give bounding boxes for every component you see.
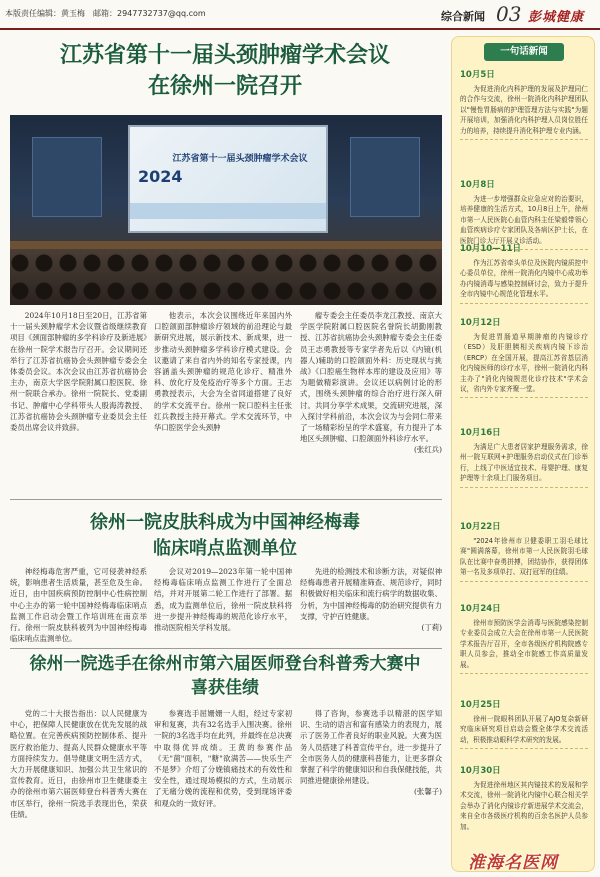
article2-text-1: 神经梅毒危害严重，它可侵袭神经系统，影响患者生活质量，甚至危及生命。近日，由中国疾病预防控制中心性病控制中心主办的第一轮中国神经梅毒临床哨点监测工作启动会暨工作培训班在南京举行。徐州一院皮肤科被列为中国神经梅毒临床哨点监测单位。 <box>10 567 147 644</box>
news-date: 10月8日 <box>460 180 495 190</box>
news-separator <box>460 303 588 304</box>
news-date: 10月30日 <box>460 766 501 776</box>
article2-column-3 <box>300 566 442 644</box>
article2-column-1 <box>10 566 147 644</box>
news-item <box>460 243 588 300</box>
side-screen-left <box>32 137 102 217</box>
news-date: 10月24日 <box>460 604 501 614</box>
screen-banner <box>130 203 326 219</box>
news-item <box>460 317 588 394</box>
article1-text-3: 瘤专委会主任委员李龙江教授、南京大学医学院附属口腔医院名誉院长胡勤刚教授、江苏省抗癌协会头颈肿瘤专委会主任委员王志勇教授等专家学者先后以《内镜(机器人)辅助的口腔颌面外科：历史现状与挑战》《口腔癌生物样本库的建设及应用》等为题做精彩演讲。会议还以病例讨论的形式，围绕头颈肿瘤的综合治疗进行深入研讨。共同分享学术成果，交流研究进展，深入探讨学科前沿，本次会议为与会同仁带来了一场精彩纷呈的学术盛宴，有力提升了本地区头颈肿瘤、口腔颌面外科诊疗水平。 <box>300 311 442 444</box>
section-name: 综合新闻 <box>441 10 485 23</box>
sidebar-heading: 一句话新闻 <box>484 43 564 61</box>
news-date: 10月5日 <box>460 70 495 80</box>
news-item <box>460 521 588 578</box>
article1-signature: (张红兵) <box>414 445 442 455</box>
article2-text-2: 会议对2019—2023年第一轮中国神经梅毒临床哨点监测工作进行了全面总结，并对开展第二轮工作进行了部署。据悉，成为监测单位后，徐州一院皮肤科将进一步提升神经梅毒的规范化诊疗水平，推动医院相关学科发展。 <box>154 567 292 633</box>
article2-title-line1: 徐州一院皮肤科成为中国神经梅毒 <box>90 512 360 533</box>
news-brief-sidebar <box>451 36 595 872</box>
editor-line: 本版责任编辑：黄玉梅 邮箱：2947732737@qq.com <box>5 9 206 18</box>
news-item <box>460 427 588 484</box>
article3-text-2: 参赛选手屈姗姗一人组，经过专家初审和复赛，共有32名选手入围决赛。徐州一院的3名选手均在此列，并最终在总决赛中取得优异成绩。王黄的参赛作品《无"菌"面积，"糖"欲满苦——快乐生产不是梦》介绍了分娩镇痛技术的有效性和安全性，通过现场模拟的方式，生动展示了无痛分娩的流程和优势，受到现场评委和观众的一致好评。 <box>154 709 292 808</box>
article2-text-3: 先进的检测技术和诊断方法，对疑似神经梅毒患者开展精准筛查、规范诊疗，同时积极做好相关临床和流行病学的数据收集、分析，为中国神经梅毒的防治研究提供有力支撑，守护百姓健康。 <box>300 567 442 621</box>
news-item <box>460 179 588 246</box>
article1-title-line2: 在徐州一院召开 <box>147 74 302 99</box>
news-text: 为进一步增强群众应急应对的治要识，培养健康的生活方式，10月8日上午，徐州市第一人民医院心血管内科主任梁毅带领心血管疾病诊疗专家团队及各病区护士长，在医院门诊大厅开展义诊活动。 <box>460 195 588 245</box>
article3-column-3 <box>300 708 442 873</box>
news-item <box>460 765 588 832</box>
news-date: 10月16日 <box>460 428 501 438</box>
article3-title-line1: 徐州一院选手在徐州市第六届医师登台科普秀大赛中 <box>29 654 421 674</box>
stage-screen <box>128 125 328 233</box>
news-item <box>460 69 588 136</box>
news-date: 10月12日 <box>460 318 501 328</box>
news-separator <box>460 139 588 140</box>
news-text: 徐州市预防医学会消毒与医院感染控制专业委员会成立大会在徐州市第一人民医院学术报告厅召开，全市各级医疗机构院感专职人员参会，推动全市院感工作高质量发展。 <box>460 619 588 669</box>
screen-year: 2024 <box>138 167 183 186</box>
article1-text-1: 2024年10月18日至20日，江苏省第十一届头颈肿瘤学术会议暨省级继续教育项目《颈面部肿瘤的多学科诊疗及新进展》在徐州一院学术报告厅召开。会议期间还举行了江苏省抗癌协会头颈肿瘤专委会全体委员会议。本次会议由江苏省抗癌协会主办，南京大学医学院附属口腔医院、徐州一院联合承办。徐州一院院长、党委副书记、肿瘤中心学科带头人殷海涛教授、江苏省抗癌协会头颈肿瘤专业委员会主任委员出席会议并致辞。 <box>10 311 147 433</box>
news-separator <box>460 748 588 749</box>
article3-signature: (张馨子) <box>414 787 442 797</box>
side-screen-right <box>350 137 420 217</box>
news-text: "2024年徐州市卫健委职工羽毛球比赛"圆满落幕，徐州市第一人民医院羽毛球队在比赛中奋勇拼搏，团结协作，获得团体第一名及多项单打、双打冠军的佳绩。 <box>460 537 588 577</box>
article2-signature: (丁莉) <box>421 623 442 633</box>
site-watermark: 淮海名医网 <box>468 853 558 873</box>
conference-photo <box>10 115 442 305</box>
column-logo: 彭城健康 <box>528 10 585 25</box>
news-item <box>460 603 588 670</box>
article1-text-2: 他表示，本次会议围绕近年来国内外口腔颌面部肿瘤诊疗领域的前沿理论与最新研究进展，展示新技术、新成果，进一步推动头颈肿瘤多学科诊疗模式建设。会议邀请了来自省内外的知名专家授课，内容涵盖头颈肿瘤的规范化诊疗、精准外科、放化疗及免疫治疗等多个方面。王志勇教授表示，大会为全省同道搭建了良好的学术交流平台。徐州一院口腔科主任张红兵教授主持开幕式。学术交流环节，中华口腔医学会头颈肿 <box>154 311 292 433</box>
article1-column-3 <box>300 310 442 492</box>
article1-column-2 <box>154 310 292 492</box>
article2-column-2 <box>154 566 292 644</box>
article2-title-line2: 临床哨点监测单位 <box>153 538 297 559</box>
article3-text-1: 党的二十大报告指出：以人民健康为中心，把保障人民健康放在优先发展的战略位置。在完善疾病预防控制体系、提升医疗救治能力、提高人民群众健康水平等方面持续发力。倡导健康文明生活方式，大力开展健康知识、加强公共卫生常识的宣传教育。近日，由徐州市卫生健康委主办的徐州市第六届医师登台科普秀大赛在市区举行，徐州一院选手表现出色，荣获佳绩。 <box>10 709 147 819</box>
audience <box>10 249 442 305</box>
article1-title <box>10 40 440 102</box>
news-text: 为促进徐州地区其内镜技术的发展和学术交流，徐州一院消化内镜中心联合相关学会举办了消化内镜诊疗新进展学术交流会，来自全市各级医疗机构的百余名医护人员参加。 <box>460 781 588 831</box>
article3-column-2 <box>154 708 292 873</box>
news-text: 为促进消化内科护理的发展及护理同仁的合作与交流，徐州一院消化内科护理团队以"慢性胃肠病的护理管理方法与实践"为题开展培训，加强消化内科护理人员岗位胜任力的培养，持续提升消化科护理专业内涵。 <box>460 85 588 135</box>
news-separator <box>460 581 588 582</box>
article3-title-line2: 喜获佳绩 <box>191 678 259 698</box>
divider <box>10 648 442 649</box>
stage <box>10 241 442 249</box>
news-text: 为满足广大患者居家护理服务需求，徐州一院互联网+护理服务启动仪式在门诊举行，上线了中医适宜技术、母婴护理、康复护理等十余项上门服务项目。 <box>460 443 588 483</box>
article1-column-1 <box>10 310 147 492</box>
news-date: 10月22日 <box>460 522 501 532</box>
article3-title <box>10 652 440 700</box>
news-text: 为促进胃肠道早期肿瘤的内镜诊疗（ESD）及肝胆胰相关疾病内镜下诊治（ERCP）在全国开展，提高江苏省基层消化内镜医师的诊疗水平，徐州一院消化内科主办了"消化内镜规范化诊疗技术"学术会议，省内外专家齐聚一堂。 <box>460 333 588 394</box>
page-number: 03 <box>496 2 522 26</box>
news-date: 10月10—11日 <box>460 244 521 254</box>
article2-title <box>10 510 440 562</box>
news-date: 10月25日 <box>460 700 501 710</box>
header-rule <box>0 28 600 30</box>
news-text: 作为江苏省牵头单位及医院内镜质控中心委员单位，徐州一院消化内镜中心成功举办内镜消毒与感染控制研讨会，致力于提升全市内镜中心规范化管理水平。 <box>460 259 588 299</box>
news-separator <box>460 397 588 398</box>
news-item <box>460 699 588 745</box>
article1-title-line1: 江苏省第十一届头颈肿瘤学术会议 <box>59 43 390 68</box>
news-separator <box>460 673 588 674</box>
article3-column-1 <box>10 708 147 873</box>
article3-text-3: 得了咨询，参赛选手以精湛的医学知识、生动的语言和富有感染力的表现力，展示了医务工作者良好的职业风貌。大赛为医务人员搭建了科普宣传平台，进一步提升了全市医务人员的健康科普能力，让更多群众掌握了科学的健康知识和自我保健技能，共同推进健康徐州建设。 <box>300 709 442 786</box>
news-separator <box>460 487 588 488</box>
screen-title: 江苏省第十一届头颈肿瘤学术会议 <box>172 154 308 164</box>
divider <box>10 499 442 500</box>
news-text: 徐州一院眼科团队开展了AJO复杂新研究临床研究项目启动会暨全体学术交流活动，积极推动眼科学术研究的发展。 <box>460 715 588 744</box>
page-header <box>0 0 600 30</box>
